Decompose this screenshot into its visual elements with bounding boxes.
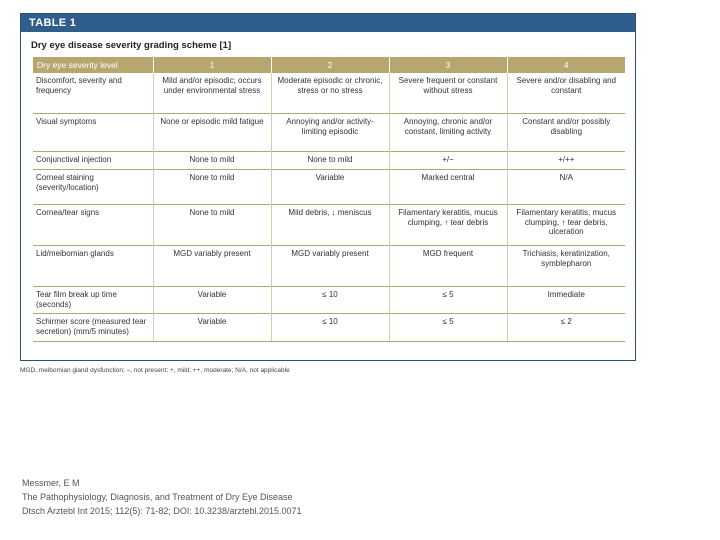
table-cell: None to mild [271,152,389,170]
table-cell: MGD frequent [389,246,507,287]
row-label: Conjunctival injection [33,152,153,170]
header-row [33,57,625,73]
table-footnote: MGD, meibomian gland dysfunction; –, not present; +, mild; ++, moderate; N/A, not applicable [20,367,290,374]
header-cell: 2 [271,57,389,73]
table-row [33,114,625,152]
table-cell: ≤ 10 [271,314,389,342]
header-cell: Dry eye severity level [33,57,153,73]
header-cell: 3 [389,57,507,73]
citation [22,476,302,518]
table-cell: Severe and/or disabling and constant [507,73,625,114]
citation-reference: Dtsch Arztebl Int 2015; 112(5): 71-82; DOI: 10.3238/arztebl.2015.0071 [22,506,302,516]
table-cell: +/++ [507,152,625,170]
row-label: Discomfort, severity and frequency [33,73,153,114]
row-label: Corneal staining (severity/location) [33,170,153,205]
table-cell: Mild and/or episodic; occurs under environmental stress [153,73,271,114]
table-cell: Variable [271,170,389,205]
row-label: Schirmer score (measured tear secretion) (mm/5 minutes) [33,314,153,342]
header-cell: 1 [153,57,271,73]
table-row [33,287,625,314]
table-row [33,152,625,170]
table-title: Dry eye disease severity grading scheme [1] [31,40,232,51]
table-cell: Variable [153,287,271,314]
table-cell: Marked central [389,170,507,205]
table-cell: Severe frequent or constant without stress [389,73,507,114]
table-cell: MGD variably present [153,246,271,287]
citation-author: Messmer, E M [22,478,80,488]
table-row [33,73,625,114]
table-row [33,246,625,287]
citation-title: The Pathophysiology, Diagnosis, and Treatment of Dry Eye Disease [22,492,293,502]
row-label: Cornea/tear signs [33,205,153,246]
table-row [33,314,625,342]
header-cell: 4 [507,57,625,73]
table-cell: Mild debris, ↓ meniscus [271,205,389,246]
table-cell: ≤ 10 [271,287,389,314]
table-cell: N/A [507,170,625,205]
table-cell: None to mild [153,152,271,170]
severity-table [33,57,625,342]
table-cell: Filamentary keratitis, mucus clumping, ↑ tear debris, ulceration [507,205,625,246]
table-cell: +/− [389,152,507,170]
table-cell: None or episodic mild fatigue [153,114,271,152]
table-cell: Annoying and/or activity-limiting episodic [271,114,389,152]
table-cell: ≤ 5 [389,314,507,342]
table-cell: Trichiasis, keratinization, symblepharon [507,246,625,287]
table-frame [20,13,636,361]
table-cell: ≤ 2 [507,314,625,342]
table-label: TABLE 1 [21,14,635,32]
table-cell: Filamentary keratitis, mucus clumping, ↑ tear debris [389,205,507,246]
table-row [33,205,625,246]
table-cell: Immediate [507,287,625,314]
table-cell: None to mild [153,170,271,205]
table-cell: None to mild [153,205,271,246]
table-cell: Annoying, chronic and/or constant, limiting activity [389,114,507,152]
table-cell: MGD variably present [271,246,389,287]
table-cell: Variable [153,314,271,342]
row-label: Lid/meibomian glands [33,246,153,287]
row-label: Tear film break up time (seconds) [33,287,153,314]
table-row [33,170,625,205]
row-label: Visual symptoms [33,114,153,152]
table-cell: ≤ 5 [389,287,507,314]
table-cell: Constant and/or possibly disabling [507,114,625,152]
table-cell: Moderate episodic or chronic, stress or no stress [271,73,389,114]
